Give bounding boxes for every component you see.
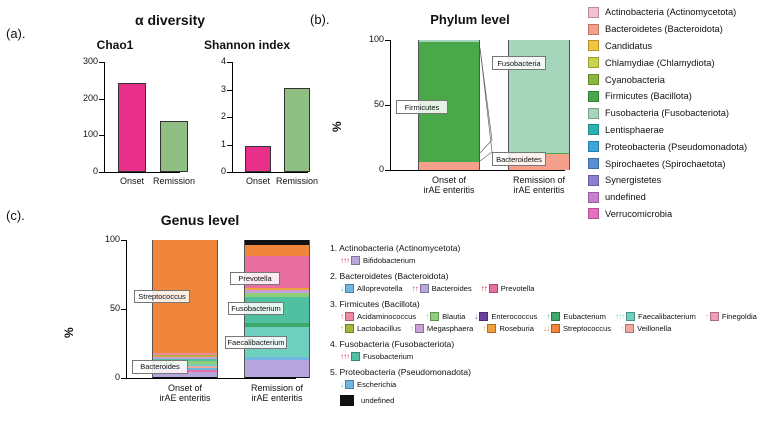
y-tick-label: 50	[109, 303, 120, 313]
stack-segment	[244, 323, 310, 326]
bar	[160, 121, 188, 172]
trend-arrow-icon: ↓	[340, 284, 343, 293]
trend-arrow-icon: ↑	[546, 312, 550, 321]
genus-legend-heading: 1. Actinobacteria (Actinomycetota)	[330, 243, 461, 253]
trend-arrow-icon: ↑↑↑	[340, 256, 349, 265]
genus-annotation: Faecalibacterium	[225, 336, 287, 349]
stack-segment	[244, 290, 310, 293]
x-tick-label: Remission	[152, 176, 195, 186]
legend-label: Blautia	[442, 312, 466, 321]
legend-label: Alloprevotella	[357, 284, 403, 293]
genus-legend-group	[340, 256, 778, 265]
phylum-connectors	[360, 40, 565, 192]
legend-swatch	[588, 108, 599, 119]
legend-label: Enterococcus	[491, 312, 538, 321]
phylum-ylabel: %	[330, 121, 344, 132]
trend-arrow-icon: ↑↑↑	[340, 352, 349, 361]
panel-label-a: (a).	[6, 26, 26, 41]
trend-arrow-icon: ↓	[474, 312, 478, 321]
trend-arrow-icon: ↑↑	[411, 284, 418, 293]
y-tick	[99, 135, 104, 136]
legend-item	[588, 138, 778, 155]
legend-swatch	[489, 284, 498, 293]
legend-item	[588, 21, 778, 38]
trend-arrow-icon: ↓	[340, 380, 343, 389]
x-tick-label: Onset of irAE enteritis	[423, 175, 475, 196]
legend-label: undefined	[361, 396, 395, 405]
legend-label: Lactobacillus	[357, 324, 401, 333]
y-tick	[121, 309, 126, 310]
y-axis	[104, 62, 105, 172]
legend-label: Streptococcus	[562, 324, 612, 333]
trend-arrow-icon: ↑↑↑	[614, 312, 624, 321]
legend-label: Megasphaera	[426, 324, 474, 333]
x-tick-label: Remission	[275, 176, 318, 186]
genus-legend-group	[340, 312, 778, 333]
legend-label: Roseburia	[499, 324, 534, 333]
genus-legend-item	[425, 312, 465, 321]
legend-swatch	[420, 284, 429, 293]
y-tick-label: 0	[378, 164, 384, 174]
bar	[118, 83, 146, 172]
phylum-annotation: Bacteroidetes	[492, 152, 546, 166]
legend-swatch	[588, 208, 599, 219]
trend-arrow-icon: ↓↓	[542, 324, 549, 333]
y-tick-label: 100	[104, 234, 120, 244]
legend-label: Fusobacteria (Fusobacteriota)	[605, 108, 730, 119]
y-tick	[227, 117, 232, 118]
genus-legend-item	[705, 312, 757, 321]
y-tick	[227, 145, 232, 146]
genus-annotation: Prevotella	[230, 272, 280, 285]
legend-item	[588, 105, 778, 122]
genus-legend-item	[340, 312, 416, 321]
genus-legend-undefined	[340, 395, 778, 406]
legend-label: Verrucomicrobia	[605, 208, 673, 219]
y-tick-label: 200	[82, 92, 98, 103]
stack-segment	[244, 360, 310, 377]
stack-segment	[152, 377, 218, 378]
genus-legend-group	[340, 380, 778, 389]
legend-label: Acidaminococcus	[357, 312, 417, 321]
phylum-annotation: Firmicutes	[396, 100, 448, 114]
y-tick	[227, 90, 232, 91]
y-tick-label: 3	[220, 83, 226, 94]
y-tick-label: 0	[220, 166, 226, 176]
chao1-title: Chao1	[96, 38, 134, 52]
legend-label: Bacteroidetes (Bacteroidota)	[605, 24, 723, 35]
legend-swatch	[479, 312, 488, 321]
y-tick-label: 4	[220, 56, 226, 66]
legend-swatch	[626, 312, 635, 321]
legend-label: Synergistetes	[605, 175, 662, 186]
genus-title: Genus level	[160, 212, 240, 228]
legend-swatch	[588, 91, 599, 102]
legend-swatch	[588, 74, 599, 85]
legend-item	[588, 189, 778, 206]
y-axis	[126, 240, 127, 378]
legend-item	[588, 122, 778, 139]
legend-swatch	[345, 312, 354, 321]
trend-arrow-icon: ↑	[620, 324, 624, 333]
shannon-plot	[210, 56, 318, 190]
legend-label: Cyanobacteria	[605, 74, 665, 85]
stack-segment	[244, 357, 310, 360]
trend-arrow-icon: ↑	[482, 324, 486, 333]
genus-legend-heading: 3. Firmicutes (Bacillota)	[330, 299, 420, 309]
legend-item	[588, 88, 778, 105]
trend-arrow-icon: ↑↑	[480, 284, 487, 293]
x-axis	[126, 378, 296, 379]
legend-swatch	[351, 352, 360, 361]
legend-label: Eubacterium	[563, 312, 606, 321]
genus-legend-item	[546, 312, 606, 321]
legend-label: Spirochaetes (Spirochaetota)	[605, 158, 726, 169]
legend-item	[588, 206, 778, 223]
y-tick-label: 0	[92, 166, 98, 176]
legend-swatch	[345, 324, 354, 333]
stack-segment	[244, 293, 310, 297]
legend-swatch	[588, 57, 599, 68]
legend-swatch	[551, 312, 560, 321]
legend-item	[588, 71, 778, 88]
genus-legend-item	[543, 324, 611, 333]
legend-label: Proteobacteria (Pseudomonadota)	[605, 141, 748, 152]
legend-swatch	[588, 175, 599, 186]
x-tick-label: Remission of irAE enteritis	[250, 383, 304, 404]
phylum-annotation: Fusobacteria	[492, 56, 546, 70]
legend-label: Firmicutes (Bacillota)	[605, 91, 692, 102]
phylum-title: Phylum level	[430, 12, 510, 27]
y-tick	[99, 172, 104, 173]
legend-label: Faecalibacterium	[637, 312, 696, 321]
x-tick-label: Onset of irAE enteritis	[159, 383, 211, 404]
genus-legend-group	[340, 352, 778, 361]
x-tick-label: Onset	[119, 176, 144, 186]
legend-swatch	[588, 158, 599, 169]
y-tick-label: 0	[114, 372, 120, 382]
x-axis	[104, 172, 180, 173]
legend-swatch	[351, 256, 360, 265]
y-tick-label: 1	[220, 138, 226, 149]
y-tick-label: 100	[368, 34, 384, 44]
genus-annotation: Streptococcus	[134, 290, 190, 303]
genus-legend-item	[412, 284, 472, 293]
stack-segment	[244, 377, 310, 378]
legend-label: Chlamydiae (Chlamydiota)	[605, 57, 715, 68]
legend-label: Veillonella	[637, 324, 672, 333]
legend-label: undefined	[605, 192, 646, 203]
legend-swatch	[588, 7, 599, 18]
trend-arrow-icon: ↑	[340, 324, 343, 333]
genus-legend-item	[340, 324, 401, 333]
genus-legend-item	[340, 256, 415, 265]
genus-legend-item	[615, 312, 696, 321]
legend-label: Bifidobacterium	[363, 256, 416, 265]
legend-label: Escherichia	[357, 380, 397, 389]
legend-swatch	[430, 312, 439, 321]
legend-item	[588, 54, 778, 71]
genus-annotation: Bacteroides	[132, 360, 188, 374]
genus-legend	[330, 243, 778, 406]
legend-item	[588, 172, 778, 189]
y-tick	[99, 99, 104, 100]
legend-swatch	[588, 192, 599, 203]
genus-legend-heading: 5. Proteobacteria (Pseudomonadota)	[330, 367, 471, 377]
genus-legend-heading: 2. Bacteroidetes (Bacteroidota)	[330, 271, 449, 281]
legend-swatch	[487, 324, 496, 333]
panel-label-c: (c).	[6, 208, 25, 223]
legend-swatch	[340, 395, 354, 406]
genus-legend-item	[340, 380, 396, 389]
legend-label: Prevotella	[500, 284, 535, 293]
x-tick-label: Onset	[245, 176, 270, 186]
genus-ylabel: %	[62, 327, 76, 338]
y-tick	[121, 378, 126, 379]
legend-label: Lentisphaerae	[605, 124, 664, 135]
stack-segment	[244, 240, 310, 245]
legend-swatch	[710, 312, 719, 321]
bar	[284, 88, 310, 172]
x-tick-label: Remission of irAE enteritis	[512, 175, 566, 196]
y-tick	[99, 62, 104, 63]
bar	[245, 146, 271, 172]
legend-item	[588, 38, 778, 55]
stack-segment	[244, 245, 310, 256]
genus-legend-item	[410, 324, 473, 333]
legend-swatch	[551, 324, 560, 333]
legend-swatch	[588, 124, 599, 135]
genus-legend-item	[481, 284, 535, 293]
legend-label: Actinobacteria (Actinomycetota)	[605, 7, 737, 18]
y-tick	[227, 172, 232, 173]
x-axis	[232, 172, 308, 173]
shannon-title: Shannon index	[203, 38, 290, 52]
y-tick-label: 50	[373, 99, 384, 109]
legend-swatch	[588, 141, 599, 152]
stack-segment	[244, 288, 310, 291]
legend-swatch	[625, 324, 634, 333]
stack-segment	[152, 355, 218, 356]
legend-swatch	[415, 324, 424, 333]
genus-legend-item	[482, 324, 534, 333]
legend-label: Bacteroides	[431, 284, 472, 293]
genus-legend-item	[340, 352, 413, 361]
genus-legend-item	[340, 284, 403, 293]
phylum-plot	[360, 34, 566, 196]
legend-swatch	[588, 24, 599, 35]
genus-annotation: Fusobacterium	[228, 302, 284, 315]
stack-segment	[152, 356, 218, 357]
legend-label: Candidatus	[605, 40, 653, 51]
y-tick-label: 300	[82, 56, 98, 66]
legend-swatch	[345, 284, 354, 293]
legend-item	[588, 4, 778, 21]
chao1-plot	[72, 56, 195, 190]
legend-label: Finegoldia	[721, 312, 757, 321]
alpha-diversity-title: α diversity	[134, 12, 206, 28]
legend-label: Fusobacterium	[363, 352, 414, 361]
genus-plot	[96, 234, 304, 404]
y-tick-label: 2	[220, 111, 226, 121]
trend-arrow-icon: ↑	[704, 312, 708, 321]
y-axis	[232, 62, 233, 172]
trend-arrow-icon: ↑	[409, 324, 413, 333]
genus-legend-group	[340, 284, 778, 293]
legend-item	[588, 155, 778, 172]
genus-legend-heading: 4. Fusobacteria (Fusobacteriota)	[330, 339, 455, 349]
legend-swatch	[588, 40, 599, 51]
y-tick-label: 100	[82, 129, 98, 140]
genus-legend-item	[474, 312, 537, 321]
panel-label-b: (b).	[310, 12, 330, 27]
y-tick	[227, 62, 232, 63]
stack-segment	[152, 353, 218, 354]
trend-arrow-icon: ↑	[340, 312, 343, 321]
legend-swatch	[345, 380, 354, 389]
trend-arrow-icon: ↑	[425, 312, 429, 321]
y-tick	[121, 240, 126, 241]
phylum-legend	[588, 4, 778, 222]
genus-legend-item	[620, 324, 671, 333]
